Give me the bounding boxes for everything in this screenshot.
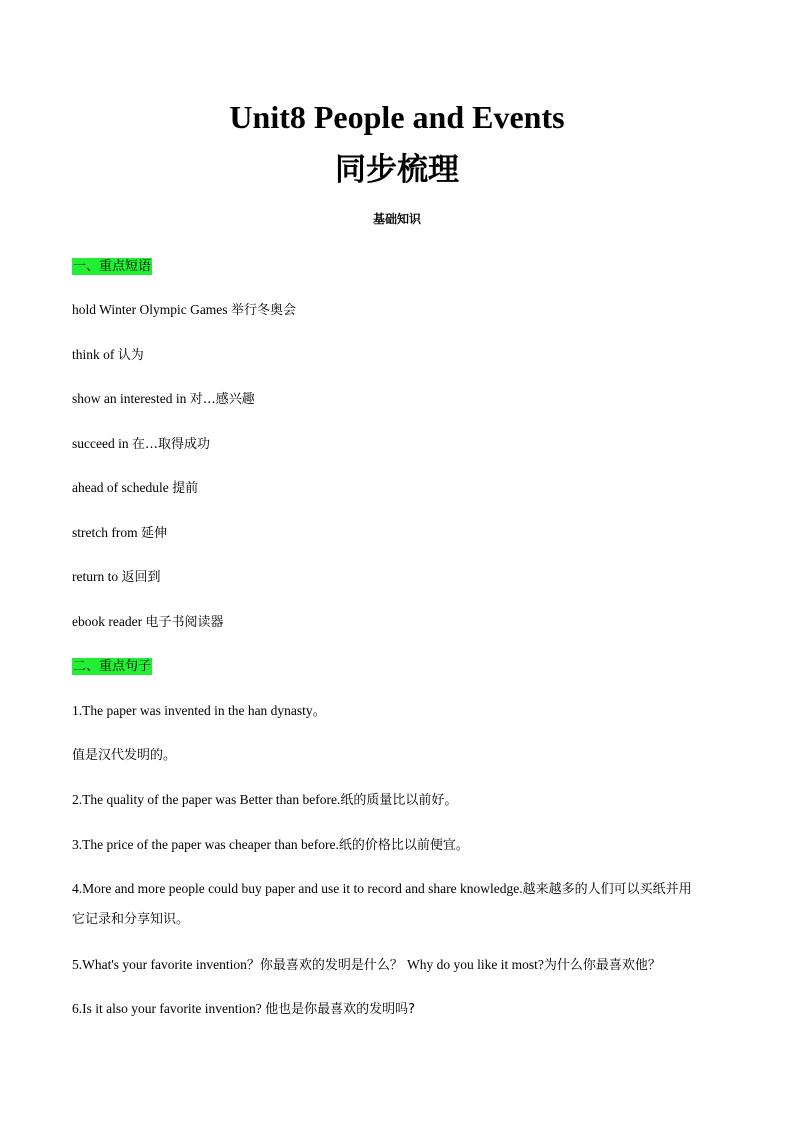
- phrase-en: return to: [72, 569, 122, 584]
- highlighted-heading: 二、重点句子: [73, 659, 152, 674]
- phrase-cn: 延伸: [140, 526, 167, 541]
- phrase-item: [72, 300, 296, 321]
- section-heading-phrases: [72, 256, 152, 277]
- phrase-en: hold Winter Olympic Games: [72, 302, 231, 317]
- sentence-item: [72, 701, 326, 722]
- section-heading-sentences: [72, 656, 152, 677]
- sentence-cn: 纸的质量比以前好。: [340, 793, 458, 808]
- sentence-en: 4.More and more people could buy paper and use it to record and share knowledge.: [72, 881, 523, 896]
- phrase-item: [72, 434, 210, 455]
- phrase-en: think of: [72, 347, 118, 362]
- phrase-cn: 提前: [172, 481, 199, 496]
- sentence-item: [72, 909, 189, 930]
- sentence-item: [72, 955, 661, 976]
- sentence-cn: 。: [312, 704, 326, 719]
- sentence-en: 5.What's your favorite invention: [72, 957, 247, 972]
- sentence-en: 2.The quality of the paper was Better than before.: [72, 792, 341, 807]
- phrase-en: ahead of schedule: [72, 480, 173, 495]
- sentence-item: [72, 835, 469, 856]
- phrase-en: show an interested in: [72, 391, 190, 406]
- sentence-item: [72, 790, 457, 811]
- phrase-item: [72, 612, 223, 633]
- sentence-cn-2: 为什么你最喜欢他？: [543, 958, 661, 973]
- section-label: 基础知识: [372, 212, 421, 226]
- phrase-cn: 对…感兴趣: [189, 392, 255, 407]
- sentence-cn: 值是汉代发明的。: [72, 748, 177, 763]
- sentence-cn: 纸的价格比以前便宜。: [338, 838, 469, 853]
- sentence-cn: 他也是你最喜欢的发明吗?: [265, 1002, 415, 1017]
- phrase-item: [72, 478, 198, 499]
- phrase-en: stretch from: [72, 525, 141, 540]
- phrase-cn: 返回到: [121, 570, 161, 585]
- sentence-item: [72, 999, 415, 1020]
- phrase-en: succeed in: [72, 436, 132, 451]
- phrase-cn: 电子书阅读器: [145, 615, 224, 630]
- sentence-en-2: Why do you like it most?: [407, 957, 544, 972]
- phrase-cn: 举行冬奥会: [230, 303, 296, 318]
- phrase-en: ebook reader: [72, 614, 146, 629]
- phrase-item: [72, 389, 255, 410]
- sentence-en: 6.Is it also your favorite invention?: [72, 1001, 266, 1016]
- highlighted-heading: 一、重点短语: [73, 259, 152, 274]
- document-subtitle: 同步梳理: [335, 152, 459, 188]
- sentence-en: 1.The paper was invented in the han dynasty: [72, 703, 313, 718]
- phrase-item: [72, 567, 161, 588]
- sentence-cn: 越来越多的人们可以买纸并用: [522, 882, 692, 897]
- sentence-item: [72, 745, 176, 766]
- phrase-item: [72, 345, 144, 366]
- phrase-cn: 在…取得成功: [131, 437, 210, 452]
- phrase-item: [72, 523, 167, 544]
- sentence-cn: 它记录和分享知识。: [72, 912, 190, 927]
- sentence-en: 3.The price of the paper was cheaper than before.: [72, 837, 339, 852]
- phrase-cn: 认为: [117, 348, 144, 363]
- sentence-item: [72, 879, 692, 900]
- document-title: Unit8 People and Events: [229, 99, 565, 135]
- sentence-cn: ？你最喜欢的发明是什么？: [246, 958, 408, 973]
